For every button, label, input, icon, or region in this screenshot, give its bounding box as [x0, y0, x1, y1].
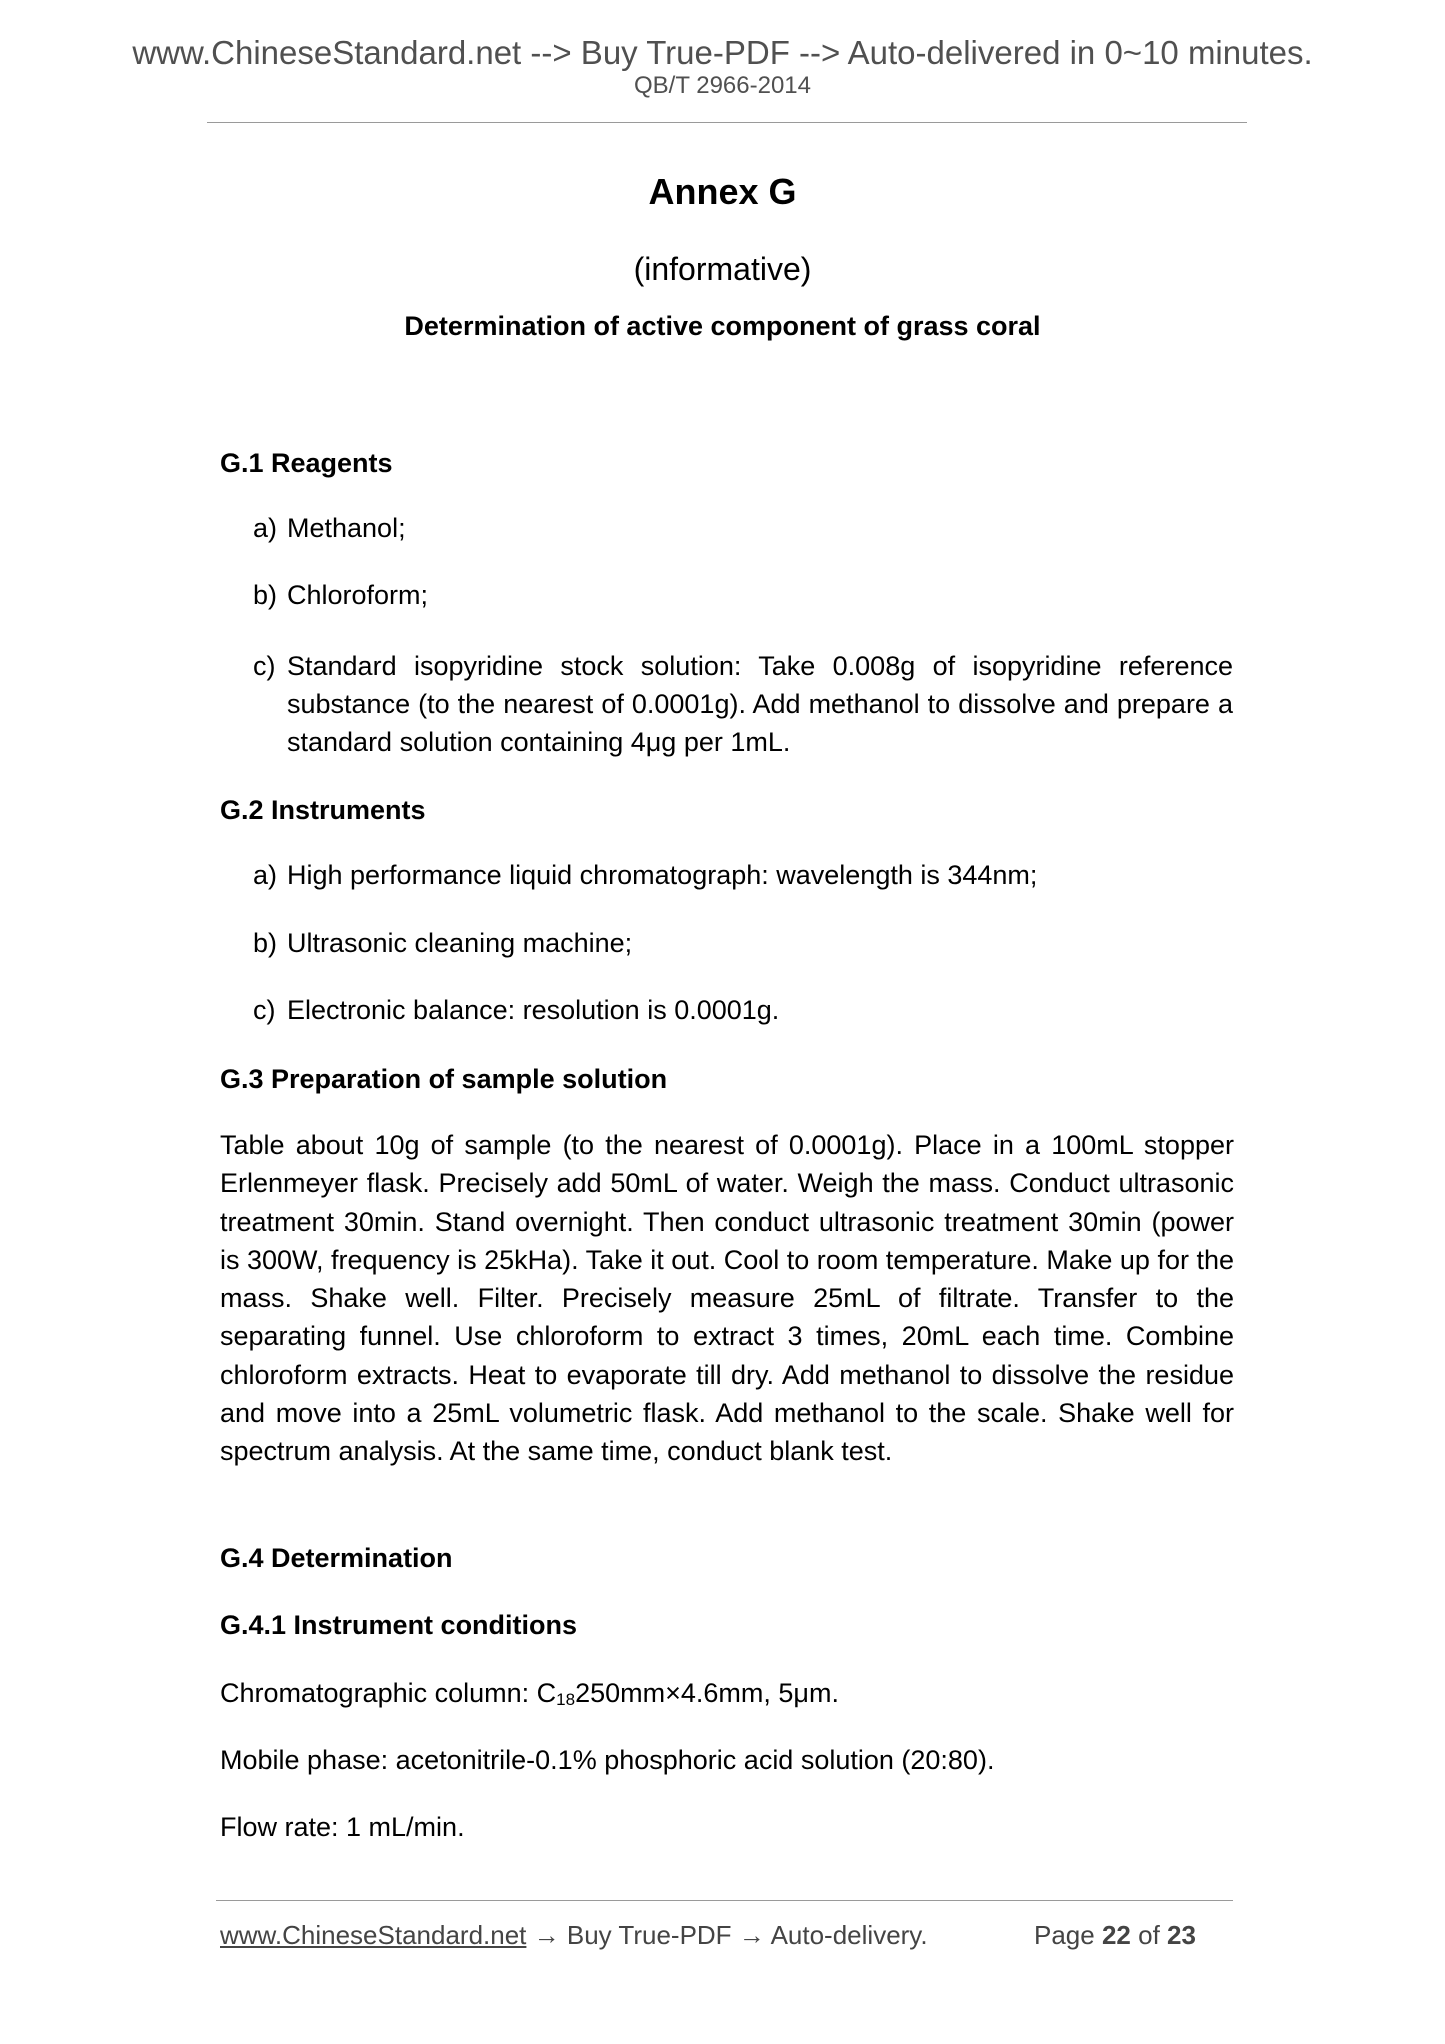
list-item-text: Standard isopyridine stock solution: Take 0.008g of isopyridine reference substance (to the nearest of 0.0001g). Add methanol to dissolve and prepare a standard solution containing 4μg per 1mL.: [287, 651, 1233, 757]
list-item: [253, 509, 1233, 547]
subsection-heading-g41: G.4.1 Instrument conditions: [220, 1610, 578, 1640]
list-item-label: c): [253, 995, 276, 1025]
section-heading-g3: G.3 Preparation of sample solution: [220, 1064, 668, 1094]
header-banner: www.ChineseStandard.net --> Buy True-PDF --> Auto-delivered in 0~10 minutes.: [132, 34, 1313, 71]
footer-note-text: → Buy True-PDF → Auto-delivery.: [526, 1920, 928, 1950]
header-divider: [207, 122, 1247, 123]
footer-divider: [216, 1900, 1233, 1901]
list-item: [253, 576, 1233, 614]
of-word: of: [1138, 1920, 1160, 1950]
list-item-text: Methanol;: [287, 513, 406, 543]
list-item-text: Electronic balance: resolution is 0.0001g.: [287, 995, 780, 1025]
list-item-label: a): [253, 513, 278, 543]
annex-subtitle: Determination of active component of grass coral: [404, 311, 1041, 341]
list-item-label: a): [253, 860, 278, 890]
page-current: 22: [1101, 1920, 1131, 1950]
page-number: [1034, 1922, 1196, 1948]
list-item: [253, 647, 1233, 761]
annex-title: Annex G: [648, 171, 797, 212]
page-total: 23: [1167, 1920, 1196, 1950]
list-item: [253, 924, 1233, 962]
list-item-label: b): [253, 580, 278, 610]
annex-type: (informative): [633, 251, 812, 287]
column-condition: [220, 1680, 839, 1707]
list-item-label: c): [253, 651, 276, 681]
column-prefix: Chromatographic column: C: [220, 1678, 557, 1708]
section-paragraph-g3: Table about 10g of sample (to the nearest of 0.0001g). Place in a 100mL stopper Erlenmeyer flask. Precisely add 50mL of water. Weigh the mass. Conduct ultrasonic treatment 30min. Stand overnight. Then conduct ultrasonic treatment 30min (power is 300W, frequency is 25kHa). Take it out. Cool to room temperature. Make up for the mass. Shake well. Filter. Precisely measure 25mL of filtrate. Transfer to the separating funnel. Use chloroform to extract 3 times, 20mL each time. Combine chloroform extracts. Heat to evaporate till dry. Add methanol to dissolve the residue and move into a 25mL volumetric flask. Add methanol to the scale. Shake well for spectrum analysis. At the same time, conduct blank test.: [220, 1130, 1234, 1467]
section-heading-g4: G.4 Determination: [220, 1543, 453, 1573]
mobile-phase-condition: Mobile phase: acetonitrile-0.1% phosphoric acid solution (20:80).: [220, 1745, 995, 1775]
footer-link[interactable]: www.ChineseStandard.net: [220, 1920, 527, 1950]
list-item-label: b): [253, 928, 278, 958]
section-heading-g2: G.2 Instruments: [220, 795, 426, 825]
page-word: Page: [1034, 1920, 1095, 1950]
column-subscript: 18: [556, 1690, 576, 1709]
list-item: [253, 856, 1233, 894]
list-item-text: High performance liquid chromatograph: wavelength is 344nm;: [287, 860, 1038, 890]
section-heading-g1: G.1 Reagents: [220, 448, 393, 478]
list-item: [253, 991, 1233, 1029]
footer-note: [220, 1922, 928, 1948]
column-suffix: 250mm×4.6mm, 5μm.: [575, 1678, 839, 1708]
flow-rate-condition: Flow rate: 1 mL/min.: [220, 1812, 465, 1842]
list-item-text: Ultrasonic cleaning machine;: [287, 928, 633, 958]
document-code: QB/T 2966-2014: [633, 72, 811, 99]
list-item-text: Chloroform;: [287, 580, 429, 610]
